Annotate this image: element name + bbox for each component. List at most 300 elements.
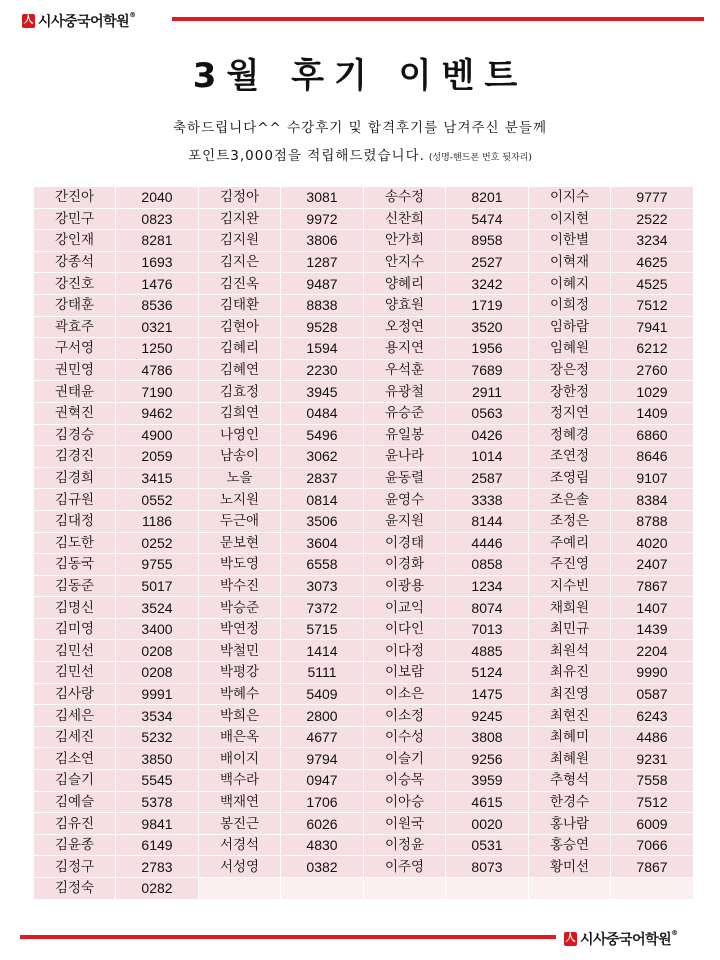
name-cell: 노지원 xyxy=(199,489,281,511)
table-row xyxy=(34,834,694,856)
phone-digits-cell: 5474 xyxy=(446,208,529,230)
header-rule xyxy=(172,17,704,21)
name-cell: 김효정 xyxy=(199,381,281,403)
name-cell: 정지연 xyxy=(529,402,611,424)
phone-digits-cell: 3945 xyxy=(281,381,364,403)
phone-digits-cell: 3073 xyxy=(281,575,364,597)
phone-digits-cell: 9231 xyxy=(611,748,694,770)
name-cell: 박수진 xyxy=(199,575,281,597)
phone-digits-cell: 1186 xyxy=(116,510,199,532)
name-cell: 유승준 xyxy=(364,402,446,424)
name-cell: 이아승 xyxy=(364,791,446,813)
table-row xyxy=(34,618,694,640)
name-cell: 윤영수 xyxy=(364,489,446,511)
phone-digits-cell: 2230 xyxy=(281,359,364,381)
name-cell: 채희원 xyxy=(529,597,611,619)
name-cell: 안가희 xyxy=(364,230,446,252)
phone-digits-cell: 7512 xyxy=(611,791,694,813)
name-cell: 김혜리 xyxy=(199,338,281,360)
name-cell: 이경화 xyxy=(364,554,446,576)
phone-digits-cell: 3242 xyxy=(446,273,529,295)
name-cell: 김정구 xyxy=(34,856,116,878)
table-row xyxy=(34,424,694,446)
brand-mark-icon: 人 xyxy=(23,15,34,26)
footer-rule xyxy=(20,935,556,939)
name-cell: 이다정 xyxy=(364,640,446,662)
name-cell: 김동준 xyxy=(34,575,116,597)
page-title: 3월 후기 이벤트 xyxy=(192,56,528,96)
phone-digits-cell: 5545 xyxy=(116,770,199,792)
phone-digits-cell: 9972 xyxy=(281,208,364,230)
phone-digits-cell: 8074 xyxy=(446,597,529,619)
name-cell: 최혜미 xyxy=(529,726,611,748)
name-cell: 조영림 xyxy=(529,467,611,489)
name-cell: 조연정 xyxy=(529,446,611,468)
name-cell: 이소정 xyxy=(364,705,446,727)
name-cell: 김미영 xyxy=(34,618,116,640)
name-cell: 나영인 xyxy=(199,424,281,446)
phone-digits-cell: 1409 xyxy=(611,402,694,424)
name-cell: 김윤종 xyxy=(34,834,116,856)
name-cell: 간진아 xyxy=(34,187,116,209)
name-cell: 김슬기 xyxy=(34,770,116,792)
table-row xyxy=(34,726,694,748)
name-cell: 이광용 xyxy=(364,575,446,597)
name-cell: 송수정 xyxy=(364,187,446,209)
phone-digits-cell xyxy=(281,878,364,900)
name-cell: 강태훈 xyxy=(34,294,116,316)
phone-digits-cell: 8201 xyxy=(446,187,529,209)
name-cell: 이경태 xyxy=(364,532,446,554)
name-cell: 김사랑 xyxy=(34,683,116,705)
phone-digits-cell: 0426 xyxy=(446,424,529,446)
phone-digits-cell: 0382 xyxy=(281,856,364,878)
name-cell: 지수빈 xyxy=(529,575,611,597)
phone-digits-cell: 4830 xyxy=(281,834,364,856)
table-row xyxy=(34,230,694,252)
name-cell: 김지은 xyxy=(199,251,281,273)
phone-digits-cell: 9256 xyxy=(446,748,529,770)
phone-digits-cell: 4900 xyxy=(116,424,199,446)
name-cell: 윤지원 xyxy=(364,510,446,532)
phone-digits-cell: 1594 xyxy=(281,338,364,360)
phone-digits-cell xyxy=(611,878,694,900)
phone-digits-cell: 0208 xyxy=(116,662,199,684)
phone-digits-cell: 2760 xyxy=(611,359,694,381)
phone-digits-cell: 7066 xyxy=(611,834,694,856)
name-cell: 노을 xyxy=(199,467,281,489)
name-cell: 김소연 xyxy=(34,748,116,770)
phone-digits-cell: 3062 xyxy=(281,446,364,468)
phone-digits-cell: 4615 xyxy=(446,791,529,813)
phone-digits-cell: 7190 xyxy=(116,381,199,403)
table-row xyxy=(34,294,694,316)
name-cell: 곽효주 xyxy=(34,316,116,338)
name-cell: 이정윤 xyxy=(364,834,446,856)
phone-digits-cell: 7689 xyxy=(446,359,529,381)
name-cell: 강종석 xyxy=(34,251,116,273)
phone-digits-cell: 3959 xyxy=(446,770,529,792)
phone-digits-cell: 2527 xyxy=(446,251,529,273)
phone-digits-cell: 8384 xyxy=(611,489,694,511)
name-cell: 권민영 xyxy=(34,359,116,381)
name-cell: 신찬희 xyxy=(364,208,446,230)
brand-name: 시사중국어학원® xyxy=(580,929,678,948)
phone-digits-cell: 8788 xyxy=(611,510,694,532)
table-row xyxy=(34,662,694,684)
name-cell: 주예리 xyxy=(529,532,611,554)
name-cell xyxy=(199,878,281,900)
name-cell: 이교익 xyxy=(364,597,446,619)
name-cell: 최진영 xyxy=(529,683,611,705)
name-cell: 백재연 xyxy=(199,791,281,813)
phone-digits-cell: 6026 xyxy=(281,813,364,835)
table-row xyxy=(34,359,694,381)
phone-digits-cell: 0484 xyxy=(281,402,364,424)
table-row xyxy=(34,856,694,878)
name-cell: 김대정 xyxy=(34,510,116,532)
phone-digits-cell: 9794 xyxy=(281,748,364,770)
phone-digits-cell: 6558 xyxy=(281,554,364,576)
phone-digits-cell: 2204 xyxy=(611,640,694,662)
phone-digits-cell: 4486 xyxy=(611,726,694,748)
phone-digits-cell: 1956 xyxy=(446,338,529,360)
notice-line-2-main: 포인트3,000점을 적립해드렸습니다. xyxy=(188,148,425,164)
phone-digits-cell: 0552 xyxy=(116,489,199,511)
phone-digits-cell: 1476 xyxy=(116,273,199,295)
name-cell: 강민구 xyxy=(34,208,116,230)
table-row xyxy=(34,748,694,770)
phone-digits-cell: 3524 xyxy=(116,597,199,619)
phone-digits-cell: 0252 xyxy=(116,532,199,554)
name-cell: 김명신 xyxy=(34,597,116,619)
phone-digits-cell: 1439 xyxy=(611,618,694,640)
phone-digits-cell: 1706 xyxy=(281,791,364,813)
table-row xyxy=(34,510,694,532)
phone-digits-cell: 3338 xyxy=(446,489,529,511)
name-cell: 김동국 xyxy=(34,554,116,576)
phone-digits-cell: 1719 xyxy=(446,294,529,316)
phone-digits-cell: 1029 xyxy=(611,381,694,403)
table-row xyxy=(34,640,694,662)
phone-digits-cell: 2407 xyxy=(611,554,694,576)
phone-digits-cell: 4885 xyxy=(446,640,529,662)
phone-digits-cell: 5378 xyxy=(116,791,199,813)
name-cell: 김예슬 xyxy=(34,791,116,813)
phone-digits-cell: 0858 xyxy=(446,554,529,576)
phone-digits-cell: 1414 xyxy=(281,640,364,662)
phone-digits-cell: 5409 xyxy=(281,683,364,705)
name-cell: 장한정 xyxy=(529,381,611,403)
table-row xyxy=(34,338,694,360)
phone-digits-cell: 2059 xyxy=(116,446,199,468)
phone-digits-cell: 9990 xyxy=(611,662,694,684)
name-cell: 추형석 xyxy=(529,770,611,792)
phone-digits-cell: 6212 xyxy=(611,338,694,360)
phone-digits-cell: 2522 xyxy=(611,208,694,230)
name-cell: 김유진 xyxy=(34,813,116,835)
phone-digits-cell: 3415 xyxy=(116,467,199,489)
phone-digits-cell: 2800 xyxy=(281,705,364,727)
name-cell: 이희정 xyxy=(529,294,611,316)
notice-line-2-note: (성명-핸드폰 번호 뒷자리) xyxy=(428,153,532,163)
name-cell xyxy=(529,878,611,900)
name-cell: 박평강 xyxy=(199,662,281,684)
name-cell: 양효원 xyxy=(364,294,446,316)
table-row xyxy=(34,273,694,295)
name-cell: 김정숙 xyxy=(34,878,116,900)
name-cell: 이혁재 xyxy=(529,251,611,273)
name-cell: 이한별 xyxy=(529,230,611,252)
phone-digits-cell: 0321 xyxy=(116,316,199,338)
phone-digits-cell: 3808 xyxy=(446,726,529,748)
table-row xyxy=(34,467,694,489)
phone-digits-cell: 1287 xyxy=(281,251,364,273)
phone-digits-cell: 4446 xyxy=(446,532,529,554)
brand-mark-icon: 人 xyxy=(565,933,576,944)
phone-digits-cell: 1234 xyxy=(446,575,529,597)
name-cell: 김현아 xyxy=(199,316,281,338)
name-cell: 최현진 xyxy=(529,705,611,727)
winner-table xyxy=(33,186,694,900)
phone-digits-cell: 7372 xyxy=(281,597,364,619)
name-cell: 배이지 xyxy=(199,748,281,770)
phone-digits-cell: 3234 xyxy=(611,230,694,252)
name-cell: 홍승연 xyxy=(529,834,611,856)
name-cell: 조정은 xyxy=(529,510,611,532)
table-row xyxy=(34,251,694,273)
phone-digits-cell: 6009 xyxy=(611,813,694,835)
phone-digits-cell: 5496 xyxy=(281,424,364,446)
phone-digits-cell: 6860 xyxy=(611,424,694,446)
name-cell: 유광철 xyxy=(364,381,446,403)
name-cell: 이혜지 xyxy=(529,273,611,295)
name-cell: 김규원 xyxy=(34,489,116,511)
phone-digits-cell: 3506 xyxy=(281,510,364,532)
table-row xyxy=(34,597,694,619)
name-cell: 봉진근 xyxy=(199,813,281,835)
phone-digits-cell: 7867 xyxy=(611,575,694,597)
table-row xyxy=(34,316,694,338)
table-row xyxy=(34,554,694,576)
name-cell: 용지연 xyxy=(364,338,446,360)
name-cell: 박철민 xyxy=(199,640,281,662)
name-cell: 한경수 xyxy=(529,791,611,813)
name-cell: 두근애 xyxy=(199,510,281,532)
phone-digits-cell: 9462 xyxy=(116,402,199,424)
phone-digits-cell: 9107 xyxy=(611,467,694,489)
phone-digits-cell: 5715 xyxy=(281,618,364,640)
name-cell: 안지수 xyxy=(364,251,446,273)
name-cell: 이주영 xyxy=(364,856,446,878)
name-cell: 윤동렬 xyxy=(364,467,446,489)
name-cell: 최혜원 xyxy=(529,748,611,770)
name-cell: 윤나라 xyxy=(364,446,446,468)
name-cell: 권태윤 xyxy=(34,381,116,403)
phone-digits-cell: 7558 xyxy=(611,770,694,792)
phone-digits-cell: 1407 xyxy=(611,597,694,619)
brand-name: 시사중국어학원® xyxy=(38,11,136,30)
table-row xyxy=(34,187,694,209)
name-cell: 조은솔 xyxy=(529,489,611,511)
name-cell: 배은옥 xyxy=(199,726,281,748)
table-row xyxy=(34,381,694,403)
phone-digits-cell: 0947 xyxy=(281,770,364,792)
table-row xyxy=(34,575,694,597)
table-row xyxy=(34,791,694,813)
phone-digits-cell: 6149 xyxy=(116,834,199,856)
brand-logo-bottom xyxy=(564,929,678,949)
table-row xyxy=(34,402,694,424)
name-cell: 최유진 xyxy=(529,662,611,684)
table-row xyxy=(34,208,694,230)
name-cell: 박혜수 xyxy=(199,683,281,705)
table-row xyxy=(34,770,694,792)
phone-digits-cell: 9777 xyxy=(611,187,694,209)
phone-digits-cell: 3850 xyxy=(116,748,199,770)
name-cell: 김희연 xyxy=(199,402,281,424)
phone-digits-cell: 3520 xyxy=(446,316,529,338)
name-cell: 김민선 xyxy=(34,662,116,684)
name-cell: 박연정 xyxy=(199,618,281,640)
name-cell: 박도영 xyxy=(199,554,281,576)
name-cell: 이원국 xyxy=(364,813,446,835)
phone-digits-cell xyxy=(446,878,529,900)
table-row xyxy=(34,705,694,727)
phone-digits-cell: 9991 xyxy=(116,683,199,705)
phone-digits-cell: 9755 xyxy=(116,554,199,576)
name-cell: 홍나람 xyxy=(529,813,611,835)
name-cell xyxy=(364,878,446,900)
name-cell: 서성영 xyxy=(199,856,281,878)
phone-digits-cell: 9841 xyxy=(116,813,199,835)
phone-digits-cell: 0020 xyxy=(446,813,529,835)
phone-digits-cell: 4677 xyxy=(281,726,364,748)
phone-digits-cell: 1693 xyxy=(116,251,199,273)
name-cell: 정혜경 xyxy=(529,424,611,446)
phone-digits-cell: 0814 xyxy=(281,489,364,511)
name-cell: 박희은 xyxy=(199,705,281,727)
table-row xyxy=(34,489,694,511)
name-cell: 김도한 xyxy=(34,532,116,554)
name-cell: 김진옥 xyxy=(199,273,281,295)
phone-digits-cell: 5017 xyxy=(116,575,199,597)
name-cell: 이승목 xyxy=(364,770,446,792)
phone-digits-cell: 4786 xyxy=(116,359,199,381)
notice-line-2 xyxy=(0,144,720,164)
name-cell: 김지원 xyxy=(199,230,281,252)
phone-digits-cell: 8536 xyxy=(116,294,199,316)
phone-digits-cell: 9245 xyxy=(446,705,529,727)
phone-digits-cell: 3081 xyxy=(281,187,364,209)
phone-digits-cell: 7867 xyxy=(611,856,694,878)
name-cell: 장은정 xyxy=(529,359,611,381)
name-cell: 이다인 xyxy=(364,618,446,640)
notice-line-1: 축하드립니다^^ 수강후기 및 합격후기를 남겨주신 분들께 xyxy=(172,120,548,136)
phone-digits-cell: 2911 xyxy=(446,381,529,403)
phone-digits-cell: 0587 xyxy=(611,683,694,705)
phone-digits-cell: 2040 xyxy=(116,187,199,209)
phone-digits-cell: 3806 xyxy=(281,230,364,252)
name-cell: 이슬기 xyxy=(364,748,446,770)
name-cell: 오정연 xyxy=(364,316,446,338)
phone-digits-cell: 7013 xyxy=(446,618,529,640)
name-cell: 김경희 xyxy=(34,467,116,489)
phone-digits-cell: 8958 xyxy=(446,230,529,252)
phone-digits-cell: 0563 xyxy=(446,402,529,424)
phone-digits-cell: 3534 xyxy=(116,705,199,727)
table-row xyxy=(34,446,694,468)
phone-digits-cell: 8073 xyxy=(446,856,529,878)
name-cell: 이소은 xyxy=(364,683,446,705)
phone-digits-cell: 2783 xyxy=(116,856,199,878)
name-cell: 구서영 xyxy=(34,338,116,360)
name-cell: 남송이 xyxy=(199,446,281,468)
name-cell: 최민규 xyxy=(529,618,611,640)
name-cell: 유일봉 xyxy=(364,424,446,446)
phone-digits-cell: 1250 xyxy=(116,338,199,360)
phone-digits-cell: 5124 xyxy=(446,662,529,684)
phone-digits-cell: 8281 xyxy=(116,230,199,252)
name-cell: 백수라 xyxy=(199,770,281,792)
name-cell: 김경승 xyxy=(34,424,116,446)
name-cell: 김정아 xyxy=(199,187,281,209)
phone-digits-cell: 1014 xyxy=(446,446,529,468)
phone-digits-cell: 5232 xyxy=(116,726,199,748)
table-row xyxy=(34,683,694,705)
name-cell: 김민선 xyxy=(34,640,116,662)
name-cell: 최원석 xyxy=(529,640,611,662)
name-cell: 양혜리 xyxy=(364,273,446,295)
phone-digits-cell: 0208 xyxy=(116,640,199,662)
name-cell: 박승준 xyxy=(199,597,281,619)
name-cell: 김세은 xyxy=(34,705,116,727)
table-row xyxy=(34,878,694,900)
table-row xyxy=(34,813,694,835)
name-cell: 이보람 xyxy=(364,662,446,684)
phone-digits-cell: 8646 xyxy=(611,446,694,468)
name-cell: 김경진 xyxy=(34,446,116,468)
name-cell: 우석훈 xyxy=(364,359,446,381)
name-cell: 임하람 xyxy=(529,316,611,338)
name-cell: 주진영 xyxy=(529,554,611,576)
phone-digits-cell: 7941 xyxy=(611,316,694,338)
name-cell: 권혁진 xyxy=(34,402,116,424)
phone-digits-cell: 9487 xyxy=(281,273,364,295)
phone-digits-cell: 0531 xyxy=(446,834,529,856)
phone-digits-cell: 3400 xyxy=(116,618,199,640)
phone-digits-cell: 1475 xyxy=(446,683,529,705)
name-cell: 이지수 xyxy=(529,187,611,209)
phone-digits-cell: 9528 xyxy=(281,316,364,338)
phone-digits-cell: 5111 xyxy=(281,662,364,684)
name-cell: 강인재 xyxy=(34,230,116,252)
name-cell: 김세진 xyxy=(34,726,116,748)
phone-digits-cell: 0282 xyxy=(116,878,199,900)
name-cell: 이지현 xyxy=(529,208,611,230)
name-cell: 김혜연 xyxy=(199,359,281,381)
name-cell: 임혜원 xyxy=(529,338,611,360)
phone-digits-cell: 4020 xyxy=(611,532,694,554)
phone-digits-cell: 7512 xyxy=(611,294,694,316)
name-cell: 이수성 xyxy=(364,726,446,748)
name-cell: 강진호 xyxy=(34,273,116,295)
phone-digits-cell: 6243 xyxy=(611,705,694,727)
phone-digits-cell: 0823 xyxy=(116,208,199,230)
name-cell: 문보현 xyxy=(199,532,281,554)
brand-logo-top xyxy=(22,11,136,31)
name-cell: 김지완 xyxy=(199,208,281,230)
